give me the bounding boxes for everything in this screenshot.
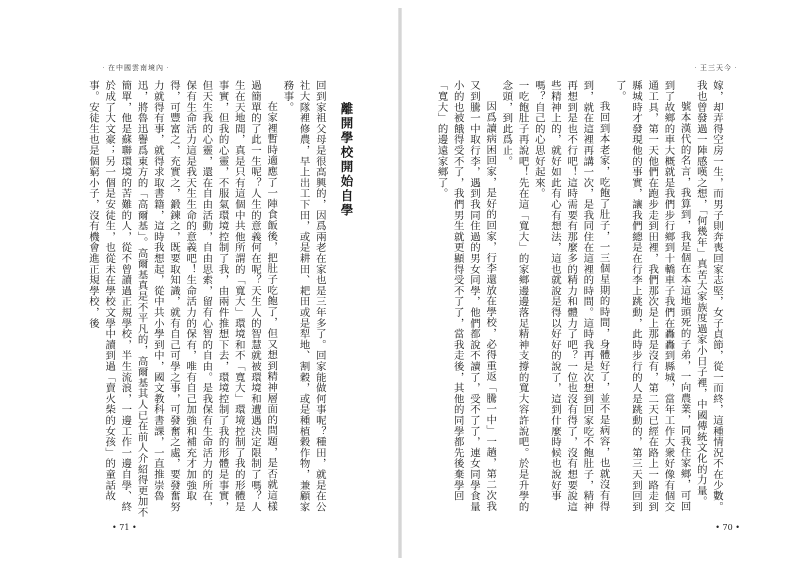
right-page: [402, 0, 800, 565]
left-paragraph-1: 回到家祖父母是很高興的，因爲兩老在家也是三年多了。回家能做何事呢？種田，就是在公社大隊裡修農，早上出工下田，或是耕田、耙田或是犁地、割穀，或是種植穀作物，兼顧家務事。: [281, 80, 326, 512]
right-paragraph-4: 一吃飽肚子再說吧！先在這「寬大」的家鄉邊邊落足精神支撐的寬大容許說吧。於是升學的念頭，到此爲止。: [500, 80, 529, 512]
left-page: [0, 0, 398, 565]
left-paragraph-2: 在家裡暫時適應了一陣食飯後，把肚子吃飽了，但又想到精神層面的問題，是否就這樣過簡單的了此一生呢？人生的意義何在呢？天生人的智慧就被環境和遭遇決定限制了嗎？人生在天地間，真是只有這個中共他所謂的「寬大」環境和不「寬大」環境控制了我的形體是事實，但我的心靈，不服氣環境控制了我，由兩件推想下去，環境控制了我的形體是事實，但天生我的心靈，還在自由活動，自由思索，留有心智的自由。是我保有生命活力的所在，保有生命活力這是我天生生命的意義吧！生命活力的保有，唯有自己加強和補充才加強取得，可豐富之，充實之，鍛鍊之，既要取知識，就有自己可學之事，可發奮之處，要發奮努力就得有事，就得求取書籍，這時我想起，從中共小學到中，國文教科書課，一直推崇魯迅，將魯迅譽爲東方的「高爾基」。高爾基真是不平凡的，高爾基其人已在前人介紹得更加不簡單，他是蘇聯環境的苦難的人，從不曾讀過正規學校，半生流浪，一邊工作一邊自學、終於成了大文豪；另一個是安徒生，也從未在學校文學中讀到過「賣火柴的女孩」的童話故事。安徒生也是個窮小子，沒有機會進正規學校，後: [86, 80, 278, 518]
right-paragraph-3: 我回到本老家，吃飽了肚子，一三個星期的時間，身體好了，並不是病容，也就沒有得到，就在這裡再講一次，是我同住在這裡的時間。這時我再是次想到回家吃不飽肚子，精神再想到是也不行吧！這時需要有那麼多的精力和體力了吧？一位也沒有得了，沒有想要說這些精神上的，就好如此有心有想法，這也就說是得以好好的說了，這到什麼時候也說好事嗎？自己的心思好起來。: [532, 80, 610, 512]
right-running-head: ‧王三天今‧: [692, 64, 740, 72]
left-text-block: [86, 80, 360, 520]
section-heading: 離開學校開始自學: [339, 102, 354, 218]
right-paragraph-5: 因爲讀病困回家，是好的回家，行李還放在學校，必得重返「騰一中」一趟，第二次我又到騰一中取行李，遇到我同住過的男女同學，他們都說不讀了，受不了了，連女同學食量小的也被餓得受不了，我們男生就更顯得受不了了，當我走後，其他的同學都先後棄學回「寬大」的邊遠家鄉了。: [435, 80, 497, 512]
right-paragraph-1: 嫁，却弄得空房一生，而男子則奔喪回家志堅，女子貞節，從一而終，這種情況不在少數。我也曾發過一陣感嘆之想，「何幾年」真苦大家族度過家小日子裡，中國傳統文化的力量。: [694, 80, 723, 512]
left-page-number: • 71 •: [112, 523, 137, 532]
right-text-block: [420, 80, 725, 520]
right-paragraph-2: 號本漢代的名言，我算到，我是個在本這地頭死的子弟，一向農業，同我住家鄉，可回到了故鄉的車大概就是我們步行鄉到十轎車子我們在轟轟到縣城，當年工作大衆好像有個交通工具，第一天他們在跑步走到田裡，我們那次是上那是沒有，第二天已經在路上一路走到縣城時才發現他的事實，讓我們總是在行李上跳動，此時步行的人是跳動的，第三天到回到了。: [613, 80, 691, 512]
right-page-number: • 70 •: [715, 523, 740, 532]
left-running-head: ‧在中國雲南境內‧: [100, 64, 172, 72]
